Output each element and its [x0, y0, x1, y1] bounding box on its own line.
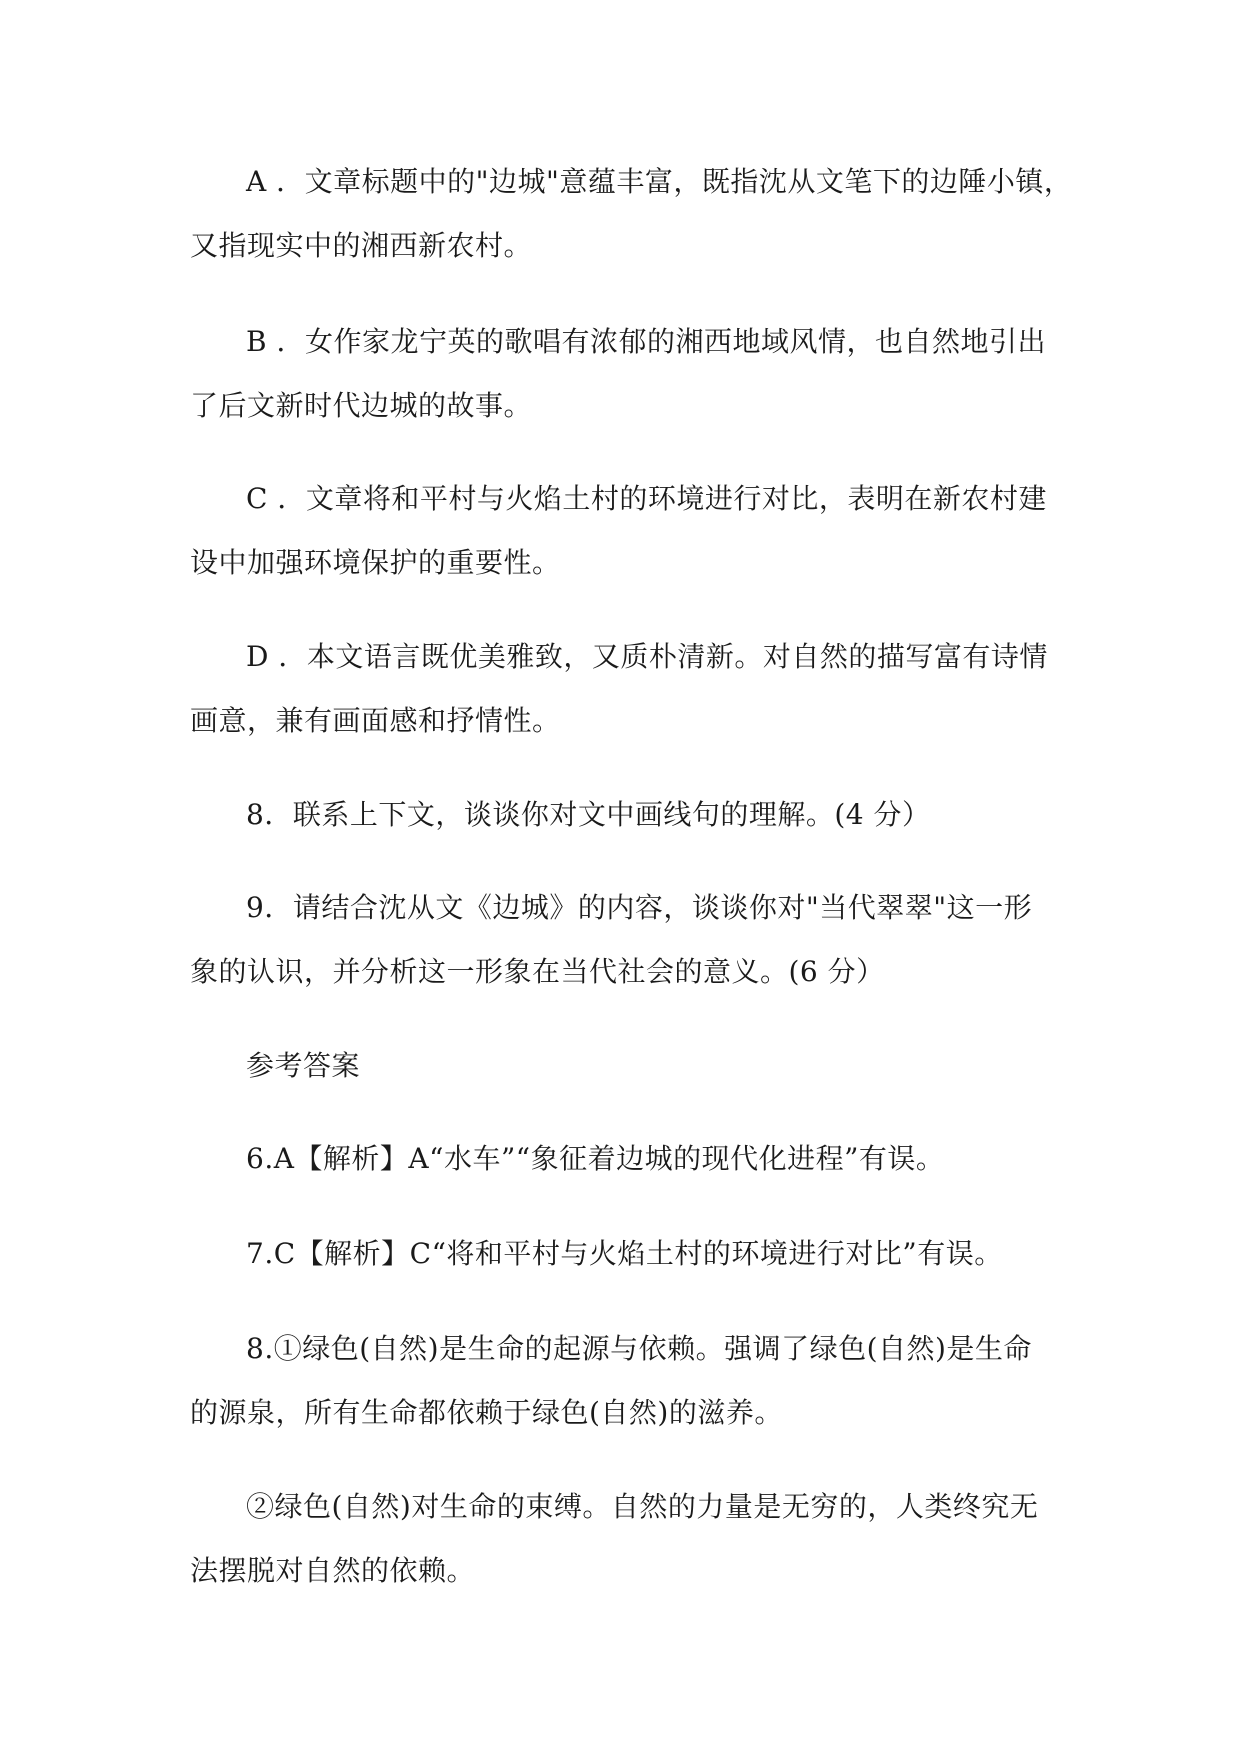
- option-d-paragraph: [190, 625, 1090, 753]
- question-8-paragraph: [190, 783, 1090, 847]
- answer-heading-paragraph: [190, 1034, 1090, 1098]
- option-c-line-1: C ．文章将和平村与火焰土村的环境进行对比，表明在新农村建: [246, 482, 1047, 515]
- answer-8-point-2-line-1: ②绿色(自然)对生命的束缚。自然的力量是无穷的，人类终究无: [246, 1490, 1039, 1523]
- option-d-line-2: 画意，兼有画面感和抒情性。: [190, 704, 561, 737]
- question-8-line-1: 8．联系上下文，谈谈你对文中画线句的理解。(4 分）: [246, 798, 931, 831]
- answer-6-line-1: 6.A【解析】A“水车”“象征着边城的现代化进程”有误。: [246, 1142, 945, 1175]
- option-a-line-2: 又指现实中的湘西新农村。: [190, 229, 533, 262]
- option-d-line-1: D ．本文语言既优美雅致，又质朴清新。对自然的描写富有诗情: [246, 640, 1048, 673]
- answer-8-point-1-paragraph: [190, 1317, 1090, 1445]
- option-b-paragraph: [190, 310, 1090, 438]
- answer-7-line-1: 7.C【解析】C“将和平村与火焰土村的环境进行对比”有误。: [246, 1237, 1003, 1270]
- question-9-paragraph: [190, 876, 1090, 1004]
- option-c-line-2: 设中加强环境保护的重要性。: [190, 546, 561, 579]
- option-c-paragraph: [190, 467, 1090, 595]
- answer-8-point-2-paragraph: [190, 1475, 1090, 1603]
- option-a-line-1: A ．文章标题中的"边城"意蕴丰富，既指沈从文笔下的边陲小镇，: [246, 165, 1073, 198]
- answer-heading: 参考答案: [246, 1049, 361, 1082]
- option-b-line-1: B ．女作家龙宁英的歌唱有浓郁的湘西地域风情，也自然地引出: [246, 325, 1046, 358]
- option-a-paragraph: [190, 150, 1090, 278]
- question-9-line-2: 象的认识，并分析这一形象在当代社会的意义。(6 分）: [190, 955, 885, 988]
- answer-8-point-1-line-1: 8.①绿色(自然)是生命的起源与依赖。强调了绿色(自然)是生命: [246, 1332, 1032, 1365]
- answer-8-point-2-line-2: 法摆脱对自然的依赖。: [190, 1554, 476, 1587]
- answer-7-paragraph: [190, 1222, 1090, 1286]
- option-b-line-2: 了后文新时代边城的故事。: [190, 389, 533, 422]
- answer-6-paragraph: [190, 1127, 1090, 1191]
- answer-8-point-1-line-2: 的源泉，所有生命都依赖于绿色(自然)的滋养。: [190, 1396, 783, 1429]
- question-9-line-1: 9．请结合沈从文《边城》的内容，谈谈你对"当代翠翠"这一形: [246, 891, 1033, 924]
